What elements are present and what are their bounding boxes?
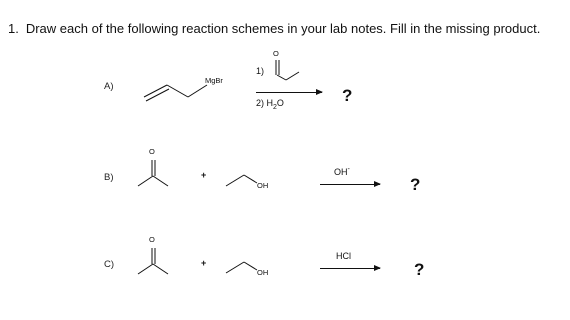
question-text: Draw each of the following reaction schemes in your lab notes. Fill in the missing product. [25, 21, 541, 36]
reaction-c-ketone-oxygen: O [149, 235, 155, 244]
reaction-a-product-placeholder: ? [342, 86, 353, 105]
reaction-b-product-placeholder: ? [410, 175, 421, 194]
reaction-c-catalyst: HCl [336, 251, 351, 261]
reaction-b-label: B) [104, 172, 114, 183]
reaction-b-catalyst: OH- [334, 166, 350, 177]
reaction-a-label: A) [104, 81, 114, 92]
reaction-c-arrow [320, 268, 380, 269]
reaction-a-carbonyl-oxygen: O [273, 49, 279, 58]
reaction-c-label: C) [104, 259, 115, 270]
reaction-c-plus: + [201, 258, 207, 268]
reaction-c-product-placeholder: ? [414, 260, 425, 279]
question-number: 1. [8, 21, 19, 36]
reaction-a-condition-2: 2) $H_2O$ [256, 98, 284, 111]
reaction-b-plus: + [201, 170, 207, 180]
reaction-b-alcohol-oh: OH [257, 181, 269, 190]
reaction-c-alcohol-oh: OH [257, 268, 269, 277]
reaction-b-ketone-oxygen: O [149, 147, 155, 156]
reaction-a-condition-1: 1) [256, 66, 265, 76]
reaction-a-mgbr-atom: MgBr [205, 76, 223, 85]
